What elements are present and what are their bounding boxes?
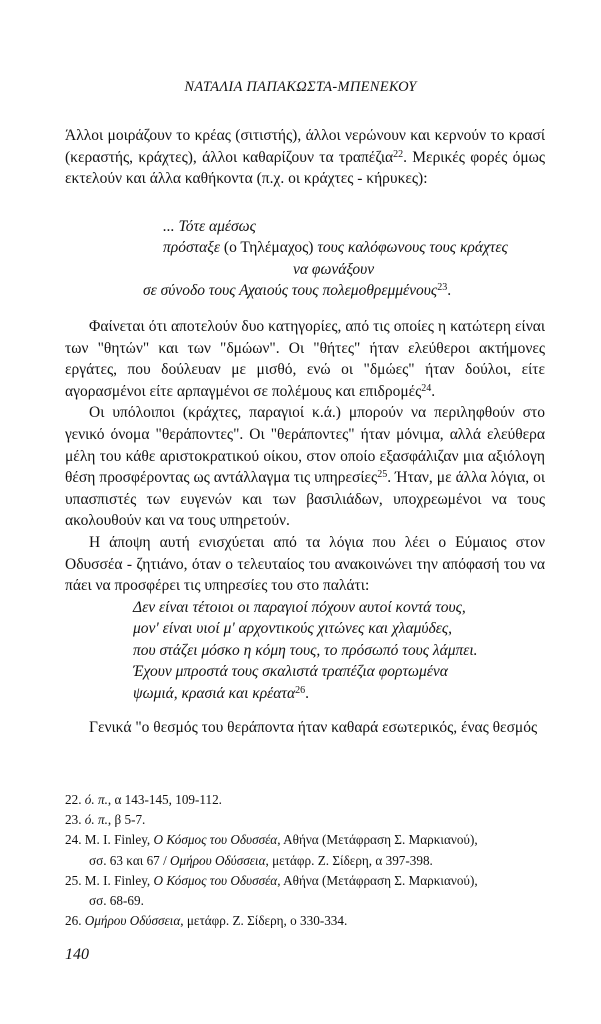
- footnote-25: 25. M. I. Finley, Ο Κόσμος του Οδυσσέα, Αθήνα (Μετάφραση Σ. Μαρκιανού), σσ. 68-69.: [65, 872, 478, 909]
- verse-line: σε σύνοδο τους Αχαιούς τους πολεμοθρεμμένους$^{23}$.: [143, 282, 452, 300]
- paragraph-1: [65, 125, 545, 190]
- paragraph-3: Οι υπόλοιποι (κράχτες, παραγιοί κ.ά.) μπορούν να περιληφθούν στο γενικό όνομα "θεράποντες". Οι "θεράποντες" ήταν μόνιμα, αλλά ελεύθερα μέλη του κάθε αριστοκρατικού οίκου, στον οποίο εξασφάλιζαν μια αξιόλογη θέση προσφέροντας ως αντάλλαγμα τις υπηρεσίες$^{25}$. Ήταν, με άλλα λόγια, οι υπασπιστές των ευγενών και των βασιλιάδων, υποχρεωμένοι να τους ακολουθούν και να τους υπηρετούν.: [65, 404, 545, 530]
- footnote-ref-23[interactable]: 23: [437, 282, 448, 294]
- footnote-22: 22. ό. π., α 143-145, 109-112.: [65, 792, 222, 807]
- verse-line: Έχουν μπροστά τους σκαλιστά τραπέζια φορτωμένα: [133, 663, 448, 681]
- footnotes: [65, 790, 545, 931]
- footnote-ref-25[interactable]: 25: [377, 469, 388, 481]
- footnote-ref-22[interactable]: 22: [393, 148, 404, 160]
- paragraph-4: Η άποψη αυτή ενισχύεται από τα λόγια που λέει ο Εύμαιος στον Οδυσσέα - ζητιάνο, όταν ο τελευταίος του ανακοινώνει την απόφασή του να πάει να προσφέρει τις υπηρεσίες του στο παλάτι:: [65, 533, 545, 595]
- running-header: ΝΑΤΑΛΙΑ ΠΑΠΑΚΩΣΤΑ-ΜΠΕΝΕΚΟΥ: [184, 79, 417, 95]
- footnote-26: 26. Ομήρου Οδύσσεια, μετάφρ. Ζ. Σίδερη, ο 330-334.: [65, 913, 348, 929]
- paragraph-text: Άλλοι μοιράζουν το κρέας (σιτιστής), άλλοι νερώνουν και κερνούν το κρασί (κεραστής, κράχτες), άλλοι καθαρίζουν τα τραπέζια: [65, 127, 545, 166]
- footnote-ref-26[interactable]: 26: [295, 684, 306, 696]
- quoted-verse-2: [133, 597, 478, 704]
- verse-line: ... Τότε αμέσως: [163, 218, 256, 235]
- paragraph-text: . Μερικές φορές όμως εκτελούν και άλλα καθήκοντα (π.χ. οι κράχτες - κήρυκες):: [65, 148, 545, 188]
- paragraph-5: Γενικά "ο θεσμός του θεράποντα ήταν καθαρά εσωτερικός, ένας θεσμός: [89, 719, 538, 736]
- verse-line: μον' είναι υιοί μ' αρχοντικούς χιτώνες και χλαμύδες,: [133, 620, 452, 638]
- verse-line: Δεν είναι τέτοιοι οι παραγιοί πόχουν αυτοί κοντά τους,: [133, 599, 466, 616]
- verse-line: ψωμιά, κρασιά και κρέατα$^{26}$.: [133, 684, 309, 702]
- footnote-23: 23. ό. π., β 5-7.: [65, 812, 146, 828]
- footnote-ref-24[interactable]: 24: [421, 382, 432, 394]
- page-number: 140: [65, 946, 89, 963]
- paragraph-2: Φαίνεται ότι αποτελούν δυο κατηγορίες, από τις οποίες η κατώτερη είναι των "θητών" και των "δμώων". Οι "θήτες" ήταν ελεύθεροι ακτήμονες εργάτες, που δούλευαν με μισθό, ενώ οι "δμώες" ήταν δούλοι, είτε αγορασμένοι είτε αρπαγμένοι σε πολέμους και επιδρομές$^{24}$. Οι υπόλοιποι (κράχτες, παραγιοί κ.ά.) μπορούν να περιληφθούν στο γενικό όνομα "θεράποντες". Οι "θεράποντες" ήταν μόνιμα, αλλά ελεύθερα μέλη του κάθε αριστοκρατικού οίκου, στον οποίο εξασφάλιζαν μια αξιόλογη θέση προσφέροντας ως αντάλλαγμα τις υπηρεσίες$^{25}$. Ήταν, με άλλα λόγια, οι υπασπιστές των ευγενών και των βασιλιάδων, υποχρεωμένοι να τους ακολουθούν και να τους υπηρετούν. Η άποψη αυτή ενισχύεται από τα λόγια που λέει ο Εύμαιος στον Οδυσσέα - ζητιάνο, όταν ο τελευταίος του ανακοινώνει την απόφασή του να πάει να προσφέρει τις υπηρεσίες του στο παλάτι:: [65, 316, 545, 597]
- verse-line: που στάζει μόσκο η κόμη τους, το πρόσωπό τους λάμπει.: [133, 641, 478, 659]
- footnote-24: 24. M. I. Finley, Ο Κόσμος του Οδυσσέα, Αθήνα (Μετάφραση Σ. Μαρκιανού), σσ. 63 και 67 / Ομήρου Οδύσσεια, μετάφρ. Ζ. Σίδερη, α 397-398.: [65, 832, 478, 868]
- verse-line: πρόσταξε (ο Τηλέμαχος) τους καλόφωνους τους κράχτες: [163, 239, 508, 257]
- quoted-verse-1: [143, 216, 508, 302]
- verse-line: να φωνάξουν: [293, 260, 375, 278]
